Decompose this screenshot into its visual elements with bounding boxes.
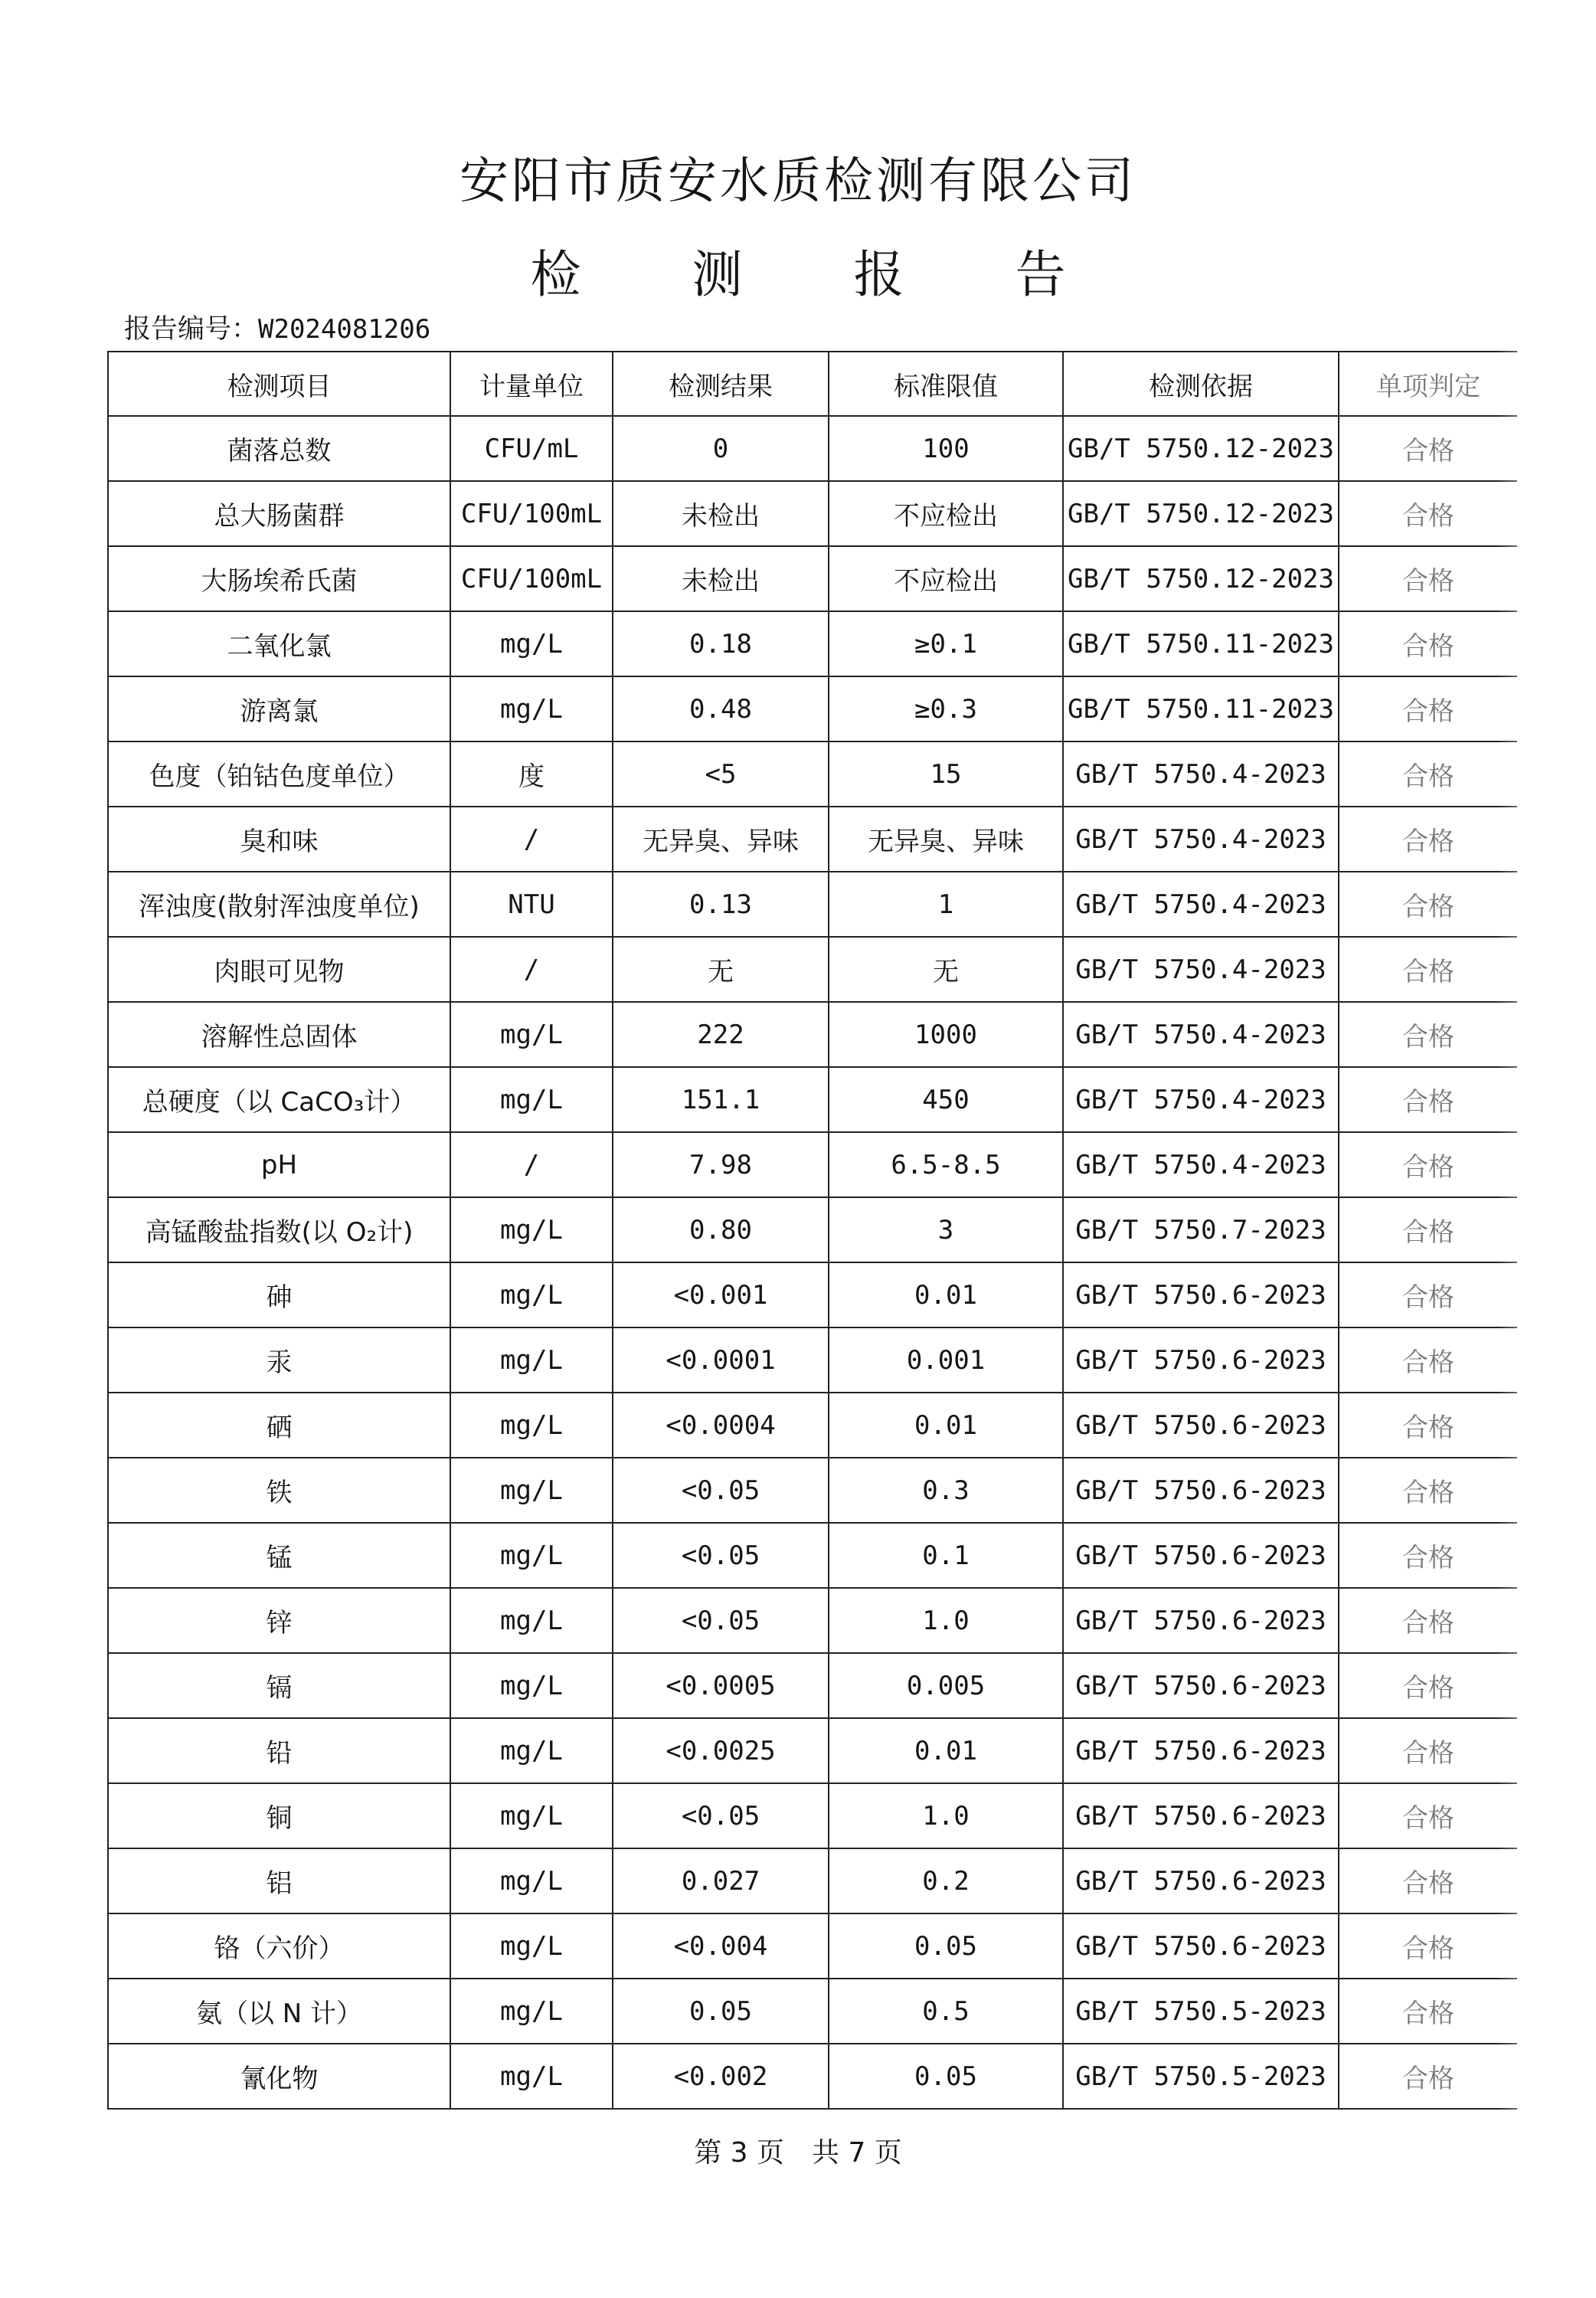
row-unit: CFU/mL: [450, 416, 613, 481]
row-limit: 0.2: [829, 1848, 1063, 1913]
row-method: GB/T 5750.6-2023: [1063, 1848, 1339, 1913]
row-judge: 合格: [1339, 1067, 1517, 1132]
row-method: GB/T 5750.11-2023: [1063, 611, 1339, 676]
row-unit: NTU: [450, 872, 613, 937]
header-result: 检测结果: [613, 352, 829, 416]
row-judge: 合格: [1339, 416, 1517, 481]
row-limit: 0.01: [829, 1718, 1063, 1783]
row-judge: 合格: [1339, 1393, 1517, 1458]
header-judge: 单项判定: [1339, 352, 1517, 416]
row-unit: CFU/100mL: [450, 481, 613, 546]
table-row: [108, 1783, 1517, 1848]
row-unit: mg/L: [450, 1653, 613, 1718]
row-result: <0.001: [613, 1262, 829, 1327]
scan-fade-edge: [1497, 345, 1596, 2129]
row-item: 总硬度（以 CaCO₃计）: [108, 1067, 450, 1132]
row-result: <0.05: [613, 1588, 829, 1653]
row-limit: 0.05: [829, 1913, 1063, 1979]
row-item: pH: [108, 1132, 450, 1197]
results-table: [107, 351, 1517, 2110]
row-method: GB/T 5750.4-2023: [1063, 937, 1339, 1002]
row-item: 二氧化氯: [108, 611, 450, 676]
row-item: 镉: [108, 1653, 450, 1718]
row-method: GB/T 5750.6-2023: [1063, 1783, 1339, 1848]
row-method: GB/T 5750.6-2023: [1063, 1588, 1339, 1653]
row-judge: 合格: [1339, 481, 1517, 546]
row-limit: 100: [829, 416, 1063, 481]
row-item: 锌: [108, 1588, 450, 1653]
table-row: [108, 1523, 1517, 1588]
row-result: 未检出: [613, 546, 829, 611]
row-item: 砷: [108, 1262, 450, 1327]
row-judge: 合格: [1339, 2044, 1517, 2109]
row-item: 高锰酸盐指数(以 O₂计): [108, 1197, 450, 1262]
row-limit: 1000: [829, 1002, 1063, 1067]
row-item: 硒: [108, 1393, 450, 1458]
row-judge: 合格: [1339, 807, 1517, 872]
row-result: <0.002: [613, 2044, 829, 2109]
row-judge: 合格: [1339, 1458, 1517, 1523]
row-judge: 合格: [1339, 1523, 1517, 1588]
table-header-row: [108, 352, 1517, 416]
table-row: [108, 1979, 1517, 2044]
table-row: [108, 1458, 1517, 1523]
row-method: GB/T 5750.6-2023: [1063, 1523, 1339, 1588]
row-limit: 450: [829, 1067, 1063, 1132]
row-limit: 0.005: [829, 1653, 1063, 1718]
table-row: [108, 2044, 1517, 2109]
row-unit: mg/L: [450, 1002, 613, 1067]
table-row: [108, 481, 1517, 546]
row-unit: /: [450, 807, 613, 872]
row-method: GB/T 5750.6-2023: [1063, 1718, 1339, 1783]
row-result: <0.05: [613, 1523, 829, 1588]
row-method: GB/T 5750.12-2023: [1063, 546, 1339, 611]
row-method: GB/T 5750.6-2023: [1063, 1653, 1339, 1718]
report-title: 检 测 报 告: [530, 245, 1114, 304]
header-unit: 计量单位: [450, 352, 613, 416]
table-row: [108, 611, 1517, 676]
row-item: 铝: [108, 1848, 450, 1913]
row-method: GB/T 5750.6-2023: [1063, 1458, 1339, 1523]
row-method: GB/T 5750.5-2023: [1063, 1979, 1339, 2044]
row-limit: ≥0.3: [829, 676, 1063, 741]
row-unit: mg/L: [450, 1913, 613, 1979]
report-number-value: W2024081206: [258, 314, 431, 345]
table-row: [108, 1002, 1517, 1067]
row-result: 0.48: [613, 676, 829, 741]
row-limit: 不应检出: [829, 481, 1063, 546]
report-number: [124, 308, 430, 346]
row-unit: mg/L: [450, 1067, 613, 1132]
row-method: GB/T 5750.6-2023: [1063, 1262, 1339, 1327]
row-limit: 15: [829, 741, 1063, 807]
row-method: GB/T 5750.4-2023: [1063, 872, 1339, 937]
row-method: GB/T 5750.4-2023: [1063, 807, 1339, 872]
row-result: <0.05: [613, 1783, 829, 1848]
table-row: [108, 1067, 1517, 1132]
report-number-label: 报告编号：: [124, 314, 259, 345]
row-judge: 合格: [1339, 1588, 1517, 1653]
row-unit: mg/L: [450, 1262, 613, 1327]
row-method: GB/T 5750.7-2023: [1063, 1197, 1339, 1262]
row-result: 无: [613, 937, 829, 1002]
row-unit: mg/L: [450, 1588, 613, 1653]
row-limit: 1: [829, 872, 1063, 937]
row-method: GB/T 5750.4-2023: [1063, 1132, 1339, 1197]
row-item: 铅: [108, 1718, 450, 1783]
row-limit: 0.01: [829, 1262, 1063, 1327]
row-judge: 合格: [1339, 1653, 1517, 1718]
row-item: 大肠埃希氏菌: [108, 546, 450, 611]
row-result: <5: [613, 741, 829, 807]
row-judge: 合格: [1339, 611, 1517, 676]
row-item: 氨（以 N 计）: [108, 1979, 450, 2044]
row-judge: 合格: [1339, 937, 1517, 1002]
row-judge: 合格: [1339, 872, 1517, 937]
row-result: <0.004: [613, 1913, 829, 1979]
row-unit: /: [450, 937, 613, 1002]
row-unit: mg/L: [450, 1327, 613, 1393]
row-limit: 0.05: [829, 2044, 1063, 2109]
table-row: [108, 1262, 1517, 1327]
header-item: 检测项目: [108, 352, 450, 416]
row-item: 肉眼可见物: [108, 937, 450, 1002]
row-judge: 合格: [1339, 546, 1517, 611]
row-limit: 0.5: [829, 1979, 1063, 2044]
row-unit: mg/L: [450, 1979, 613, 2044]
row-limit: ≥0.1: [829, 611, 1063, 676]
row-result: 0.13: [613, 872, 829, 937]
table-row: [108, 1197, 1517, 1262]
row-method: GB/T 5750.11-2023: [1063, 676, 1339, 741]
row-method: GB/T 5750.5-2023: [1063, 2044, 1339, 2109]
row-judge: 合格: [1339, 1327, 1517, 1393]
row-result: <0.0004: [613, 1393, 829, 1458]
table-row: [108, 416, 1517, 481]
row-limit: 无: [829, 937, 1063, 1002]
row-judge: 合格: [1339, 1718, 1517, 1783]
row-item: 臭和味: [108, 807, 450, 872]
row-item: 色度（铂钴色度单位）: [108, 741, 450, 807]
row-item: 铬（六价）: [108, 1913, 450, 1979]
table-row: [108, 1848, 1517, 1913]
row-judge: 合格: [1339, 1783, 1517, 1848]
row-judge: 合格: [1339, 1132, 1517, 1197]
row-item: 游离氯: [108, 676, 450, 741]
row-limit: 无异臭、异味: [829, 807, 1063, 872]
table-row: [108, 1132, 1517, 1197]
row-unit: mg/L: [450, 1458, 613, 1523]
row-limit: 0.1: [829, 1523, 1063, 1588]
row-method: GB/T 5750.6-2023: [1063, 1913, 1339, 1979]
row-unit: mg/L: [450, 2044, 613, 2109]
row-item: 浑浊度(散射浑浊度单位): [108, 872, 450, 937]
row-item: 汞: [108, 1327, 450, 1393]
row-unit: mg/L: [450, 1848, 613, 1913]
row-method: GB/T 5750.4-2023: [1063, 1002, 1339, 1067]
row-limit: 0.001: [829, 1327, 1063, 1393]
row-method: GB/T 5750.12-2023: [1063, 416, 1339, 481]
row-item: 铁: [108, 1458, 450, 1523]
row-limit: 1.0: [829, 1588, 1063, 1653]
row-result: <0.0025: [613, 1718, 829, 1783]
row-result: 0.80: [613, 1197, 829, 1262]
table-row: [108, 937, 1517, 1002]
row-judge: 合格: [1339, 1262, 1517, 1327]
row-result: 0: [613, 416, 829, 481]
page-number: 第 3 页 共 7 页: [694, 2137, 902, 2169]
row-result: <0.05: [613, 1458, 829, 1523]
table-row: [108, 1327, 1517, 1393]
row-item: 氰化物: [108, 2044, 450, 2109]
row-unit: 度: [450, 741, 613, 807]
row-method: GB/T 5750.4-2023: [1063, 741, 1339, 807]
row-result: 0.05: [613, 1979, 829, 2044]
table-row: [108, 1913, 1517, 1979]
row-limit: 1.0: [829, 1783, 1063, 1848]
row-result: 0.027: [613, 1848, 829, 1913]
table-row: [108, 807, 1517, 872]
row-item: 菌落总数: [108, 416, 450, 481]
row-judge: 合格: [1339, 1197, 1517, 1262]
row-result: <0.0005: [613, 1653, 829, 1718]
row-judge: 合格: [1339, 741, 1517, 807]
table-row: [108, 1393, 1517, 1458]
row-result: 0.18: [613, 611, 829, 676]
row-unit: mg/L: [450, 1783, 613, 1848]
row-result: 7.98: [613, 1132, 829, 1197]
row-item: 铜: [108, 1783, 450, 1848]
table-row: [108, 1653, 1517, 1718]
table-row: [108, 546, 1517, 611]
table-row: [108, 676, 1517, 741]
table-row: [108, 872, 1517, 937]
row-unit: mg/L: [450, 1393, 613, 1458]
table-row: [108, 1588, 1517, 1653]
row-unit: /: [450, 1132, 613, 1197]
header-limit: 标准限值: [829, 352, 1063, 416]
header-method: 检测依据: [1063, 352, 1339, 416]
row-unit: mg/L: [450, 1197, 613, 1262]
row-method: GB/T 5750.6-2023: [1063, 1327, 1339, 1393]
row-judge: 合格: [1339, 1002, 1517, 1067]
row-result: 151.1: [613, 1067, 829, 1132]
row-item: 总大肠菌群: [108, 481, 450, 546]
row-result: 无异臭、异味: [613, 807, 829, 872]
table-row: [108, 741, 1517, 807]
row-unit: mg/L: [450, 1523, 613, 1588]
row-unit: CFU/100mL: [450, 546, 613, 611]
row-unit: mg/L: [450, 1718, 613, 1783]
row-method: GB/T 5750.6-2023: [1063, 1393, 1339, 1458]
row-method: GB/T 5750.12-2023: [1063, 481, 1339, 546]
row-result: 222: [613, 1002, 829, 1067]
row-judge: 合格: [1339, 1848, 1517, 1913]
row-limit: 0.3: [829, 1458, 1063, 1523]
row-limit: 3: [829, 1197, 1063, 1262]
company-name: 安阳市质安水质检测有限公司: [460, 153, 1136, 210]
row-method: GB/T 5750.4-2023: [1063, 1067, 1339, 1132]
row-result: 未检出: [613, 481, 829, 546]
row-unit: mg/L: [450, 676, 613, 741]
row-item: 溶解性总固体: [108, 1002, 450, 1067]
row-limit: 不应检出: [829, 546, 1063, 611]
row-judge: 合格: [1339, 1913, 1517, 1979]
row-result: <0.0001: [613, 1327, 829, 1393]
row-limit: 0.01: [829, 1393, 1063, 1458]
row-item: 锰: [108, 1523, 450, 1588]
table-row: [108, 1718, 1517, 1783]
row-judge: 合格: [1339, 676, 1517, 741]
row-limit: 6.5-8.5: [829, 1132, 1063, 1197]
row-unit: mg/L: [450, 611, 613, 676]
row-judge: 合格: [1339, 1979, 1517, 2044]
